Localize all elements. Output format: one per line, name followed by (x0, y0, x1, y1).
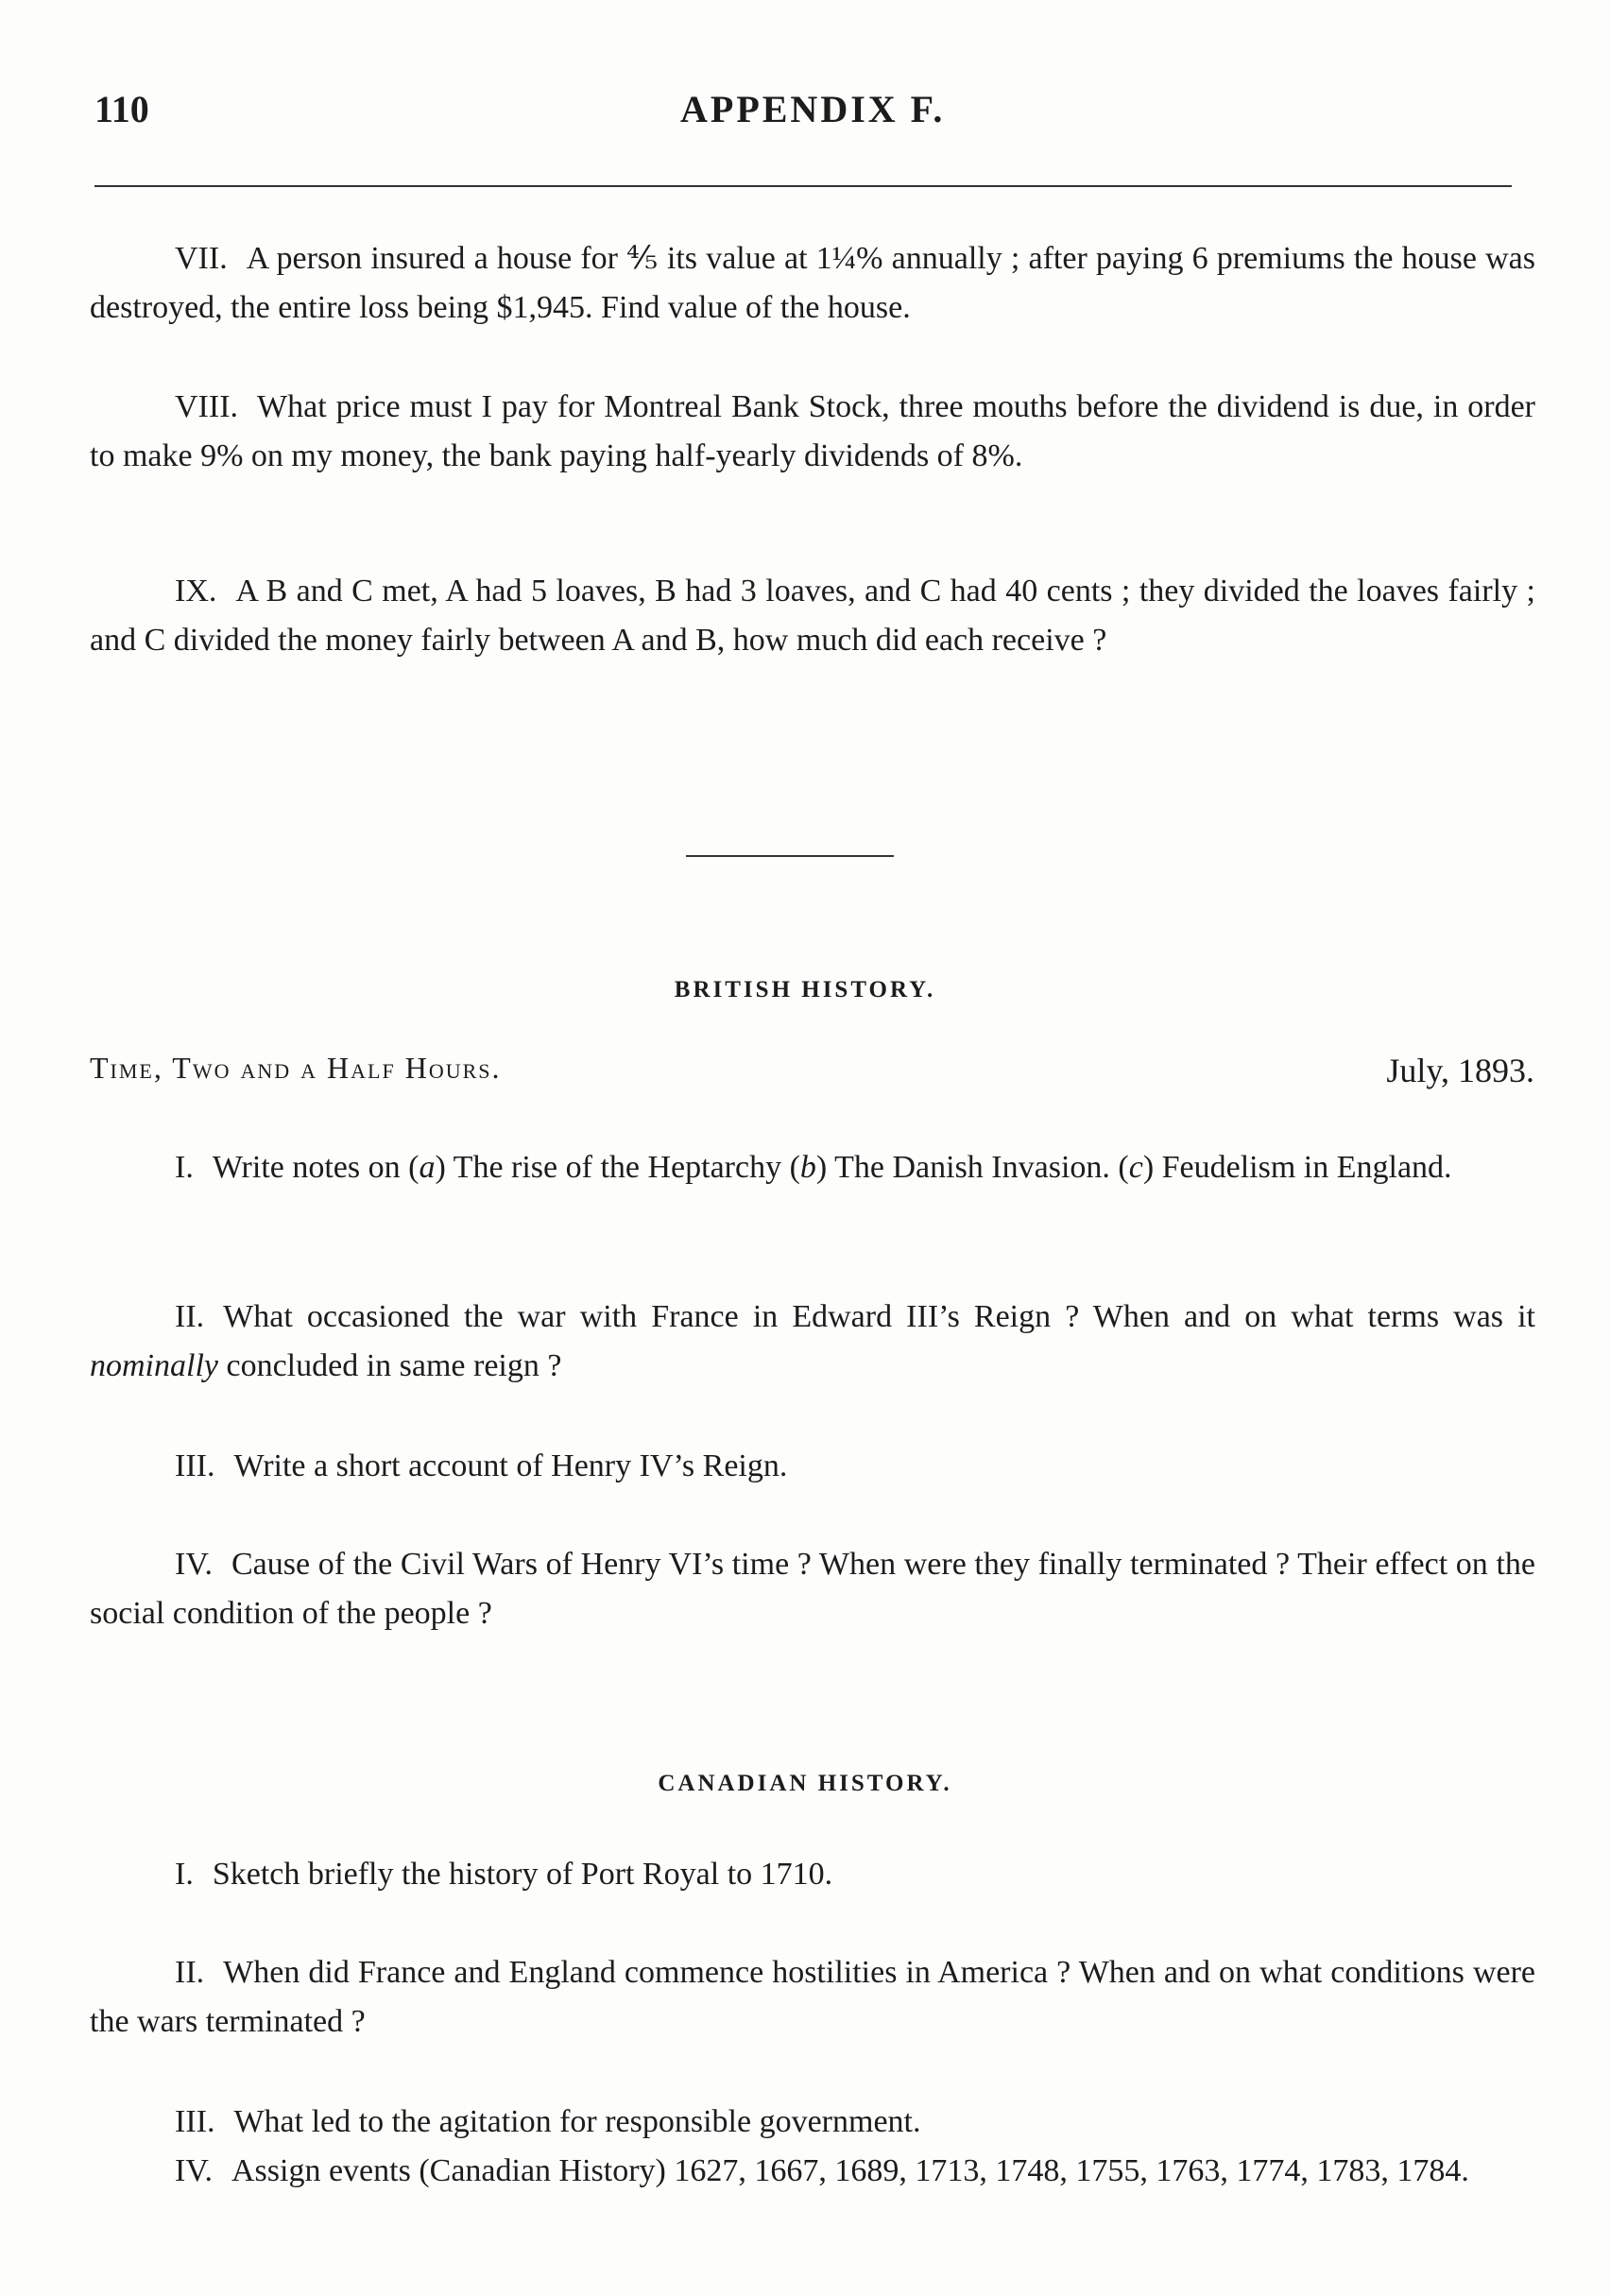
question-text: What led to the agitation for responsible government. (233, 2104, 921, 2139)
question-number: II. (175, 1955, 205, 1990)
question-text: ) Feudelism in England. (1142, 1150, 1452, 1185)
item-letter-a: a (419, 1150, 436, 1185)
question-text: A B and C met, A had 5 loaves, B had 3 loaves, and C had 40 cents ; they divided the loaves fairly ; and C divided the money fairly between A and B, how much did each receive ? (90, 574, 1535, 658)
question-text: Write a short account of Henry IV’s Reign. (233, 1448, 788, 1483)
exam-date: July, 1893. (1386, 1052, 1534, 1089)
question-text: What occasioned the war with France in Edward III’s Reign ? When and on what terms was it (223, 1299, 1535, 1334)
british-question-i (90, 1143, 1535, 1192)
item-letter-c: c (1128, 1150, 1143, 1185)
canadian-question-iii (90, 2098, 1535, 2147)
question-text: Sketch briefly the history of Port Royal to 1710. (212, 1857, 833, 1892)
question-number: II. (175, 1299, 205, 1334)
question-number: I. (175, 1150, 194, 1185)
question-text: concluded in same reign ? (217, 1348, 562, 1383)
canadian-question-ii (90, 1948, 1535, 2047)
question-text: Cause of the Civil Wars of Henry VI’s time ? When were they finally terminated ? Their effect on the social condition of the people ? (90, 1547, 1535, 1631)
question-viii (90, 383, 1535, 481)
question-number: IV. (175, 1547, 213, 1582)
british-question-iv (90, 1540, 1535, 1638)
question-number: III. (175, 1448, 215, 1483)
british-question-ii (90, 1293, 1535, 1391)
british-question-iii (90, 1442, 1535, 1491)
canadian-question-iv (90, 2147, 1535, 2196)
question-text: ) The Danish Invasion. ( (815, 1150, 1129, 1185)
canadian-history-heading: CANADIAN HISTORY. (658, 1771, 952, 1796)
question-number: VIII. (175, 389, 239, 424)
question-number: VII. (175, 241, 228, 276)
canadian-question-i (90, 1850, 1535, 1899)
time-allowed: Time, Two and a Half Hours. (90, 1051, 502, 1085)
question-vii (90, 234, 1535, 333)
running-head-title: APPENDIX F. (680, 88, 946, 130)
question-text: Write notes on ( (212, 1150, 420, 1185)
question-number: IV. (175, 2153, 213, 2188)
question-text: Assign events (Canadian History) 1627, 1667, 1689, 1713, 1748, 1755, 1763, 1774, 1783, 1784. (231, 2153, 1469, 2188)
header-rule (94, 185, 1512, 187)
question-number: I. (175, 1857, 194, 1892)
question-number: IX. (175, 574, 217, 608)
item-letter-b: b (799, 1150, 816, 1185)
question-text: When did France and England commence hostilities in America ? When and on what conditions were the wars terminated ? (90, 1955, 1535, 2039)
emphasized-word: nominally (90, 1348, 218, 1383)
question-ix (90, 567, 1535, 665)
section-divider (686, 855, 894, 857)
question-text: What price must I pay for Montreal Bank Stock, three mouths before the dividend is due, in order to make 9% on my money, the bank paying half-yearly dividends of 8%. (90, 389, 1535, 473)
british-history-heading: BRITISH HISTORY. (674, 977, 936, 1002)
page-number: 110 (94, 88, 149, 130)
question-text: ) The rise of the Heptarchy ( (435, 1150, 800, 1185)
question-number: III. (175, 2104, 215, 2139)
question-text: A person insured a house for ⅘ its value at 1¼% annually ; after paying 6 premiums the house was destroyed, the entire loss being $1,945. Find value of the house. (90, 241, 1535, 325)
